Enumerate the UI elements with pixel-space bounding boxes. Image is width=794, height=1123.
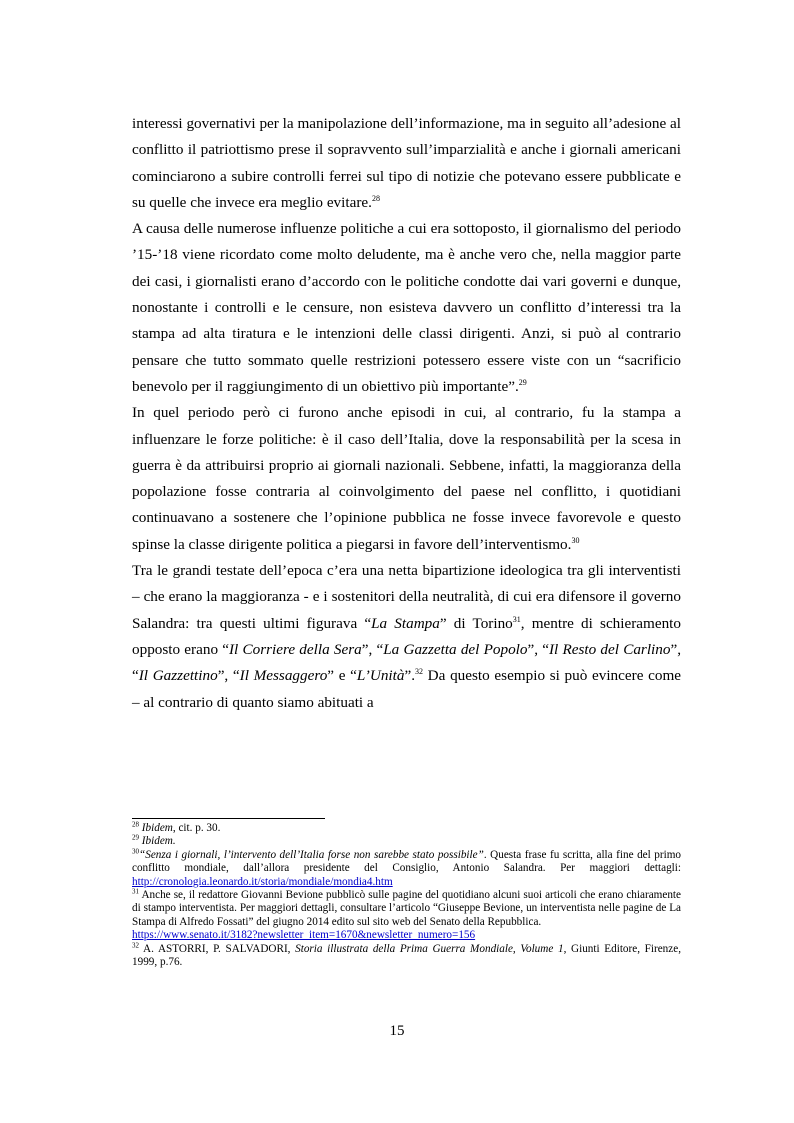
newspaper-corriere: Il Corriere della Sera bbox=[229, 640, 362, 658]
footnote-31-url-line bbox=[132, 929, 681, 942]
newspaper-gazzetta: La Gazzetta del Popolo bbox=[383, 640, 528, 658]
footnote-ref-32[interactable]: 32 bbox=[415, 667, 423, 677]
footnote-28: $^{28}$ Ibidem, cit. p. 30. bbox=[132, 820, 221, 834]
footnote-ref-30[interactable]: 30 bbox=[571, 535, 580, 545]
newspaper-messaggero: Il Messaggero bbox=[239, 667, 328, 685]
footnote-ref-31[interactable]: 31 bbox=[512, 614, 521, 624]
newspaper-gazzettino: Il Gazzettino bbox=[138, 667, 218, 685]
paragraph-3: In quel periodo però ci furono anche episodi in cui, al contrario, fu la stampa a influenzare le forze politiche: è il caso dell’Italia, dove la responsabilità per la scesa in guerra è da attribuirsi proprio ai giornali nazionali. Sebbene, infatti, la maggioranza della popolazione fosse contraria al coinvolgimento del paese nel conflitto, i quotidiani continuavano a sostenere che l’opinione pubblica ne fosse invece favorevole e questo spinse la classe dirigente politica a piegarsi in favore dell’interventismo.$^{30}$ bbox=[132, 404, 681, 553]
newspaper-resto-del-carlino: Il Resto del Carlino bbox=[548, 640, 671, 658]
footnote-ref-29[interactable]: 29 bbox=[518, 377, 527, 387]
newspaper-la-stampa: La Stampa bbox=[371, 614, 440, 632]
footnotes bbox=[132, 822, 681, 969]
page-number: 15 bbox=[389, 1023, 405, 1039]
paragraph-4: Tra le grandi testate dell’epoca c’era una netta bipartizione ideologica tra gli interventisti – che erano la maggioranza - e i sostenitori della neutralità, di cui era difensore il governo Salandra: tra questi ultimi figurava “La Stampa” di Torino$^{31}$, mentre di schieramento opposto erano “Il Corriere della Sera”, “La Gazzetta del Popolo”, “Il Resto del Carlino”, “Il Gazzettino”, “Il Messaggero” e “L’Unità”.$^{32}$ Da questo esempio si può evincere come – al contrario di quanto siamo abituati a bbox=[132, 562, 682, 711]
footnote-31: $^{31}$ Anche se, il redattore Giovanni Bevione pubblicò sulle pagine del quotidiano alcuni suoi articoli che erano chiaramente di stampo interventista. Per maggiori dettagli, consultare l’articolo “Giuseppe Bevione, un interventista nelle pagine de La Stampa di Alfredo Fossati” del giugno 2014 edito sul sito web del Senato della Repubblica. bbox=[132, 887, 681, 928]
footnote-30-link[interactable]: http://cronologia.leonardo.it/storia/mondiale/mondia4.htm bbox=[132, 875, 393, 888]
footnote-30: $^{30}$“Senza i giornali, l’intervento dell’Italia forse non sarebbe stato possibile”. Questa frase fu scritta, alla fine del primo conflitto mondiale, dall’allora presidente del Consiglio, Antonio Salandra. Per maggiori dettagli: http://cronologia.leonardo.it/storia/mondiale/mondia4.htm bbox=[132, 847, 681, 888]
footnote-31-link[interactable]: https://www.senato.it/3182?newsletter_item=1670&newsletter_numero=156 bbox=[132, 929, 476, 942]
footnote-29: $^{29}$ Ibidem. bbox=[132, 833, 176, 848]
paragraph-1: interessi governativi per la manipolazione dell’informazione, ma in seguito all’adesione al conflitto il patriottismo prese il sopravvento sull’imparzialità e anche i giornali americani cominciarono a subire controlli ferrei sul tipo di notizie che potevano essere pubblicate e su quelle che invece era meglio evitare.$^{28}$ bbox=[132, 115, 681, 211]
footnote-32: $^{32}$ A. ASTORRI, P. SALVADORI, Storia illustrata della Prima Guerra Mondiale, Volume 1, Giunti Editore, Firenze, 1999, p.76. bbox=[132, 940, 682, 969]
body-text bbox=[132, 111, 681, 716]
footnote-ref-28[interactable]: 28 bbox=[371, 193, 380, 203]
footnote-separator bbox=[132, 818, 325, 819]
newspaper-unita: L’Unità bbox=[356, 667, 405, 685]
paragraph-2: A causa delle numerose influenze politiche a cui era sottoposto, il giornalismo del periodo ’15-’18 viene ricordato come molto deludente, ma è anche vero che, nella maggior parte dei casi, i giornalisti erano d’accordo con le politiche condotte dai vari governi e dunque, nonostante i controlli e le censure, non esisteva davvero un conflitto d’interessi tra la stampa ad alta tiratura e le intenzioni delle classi dirigenti. Anzi, si può al contrario pensare che tutto sommato quelle restrizioni potessero essere viste con un “sacrificio benevolo per il raggiungimento di un obiettivo più importante”.$^{29}$ bbox=[132, 220, 681, 395]
